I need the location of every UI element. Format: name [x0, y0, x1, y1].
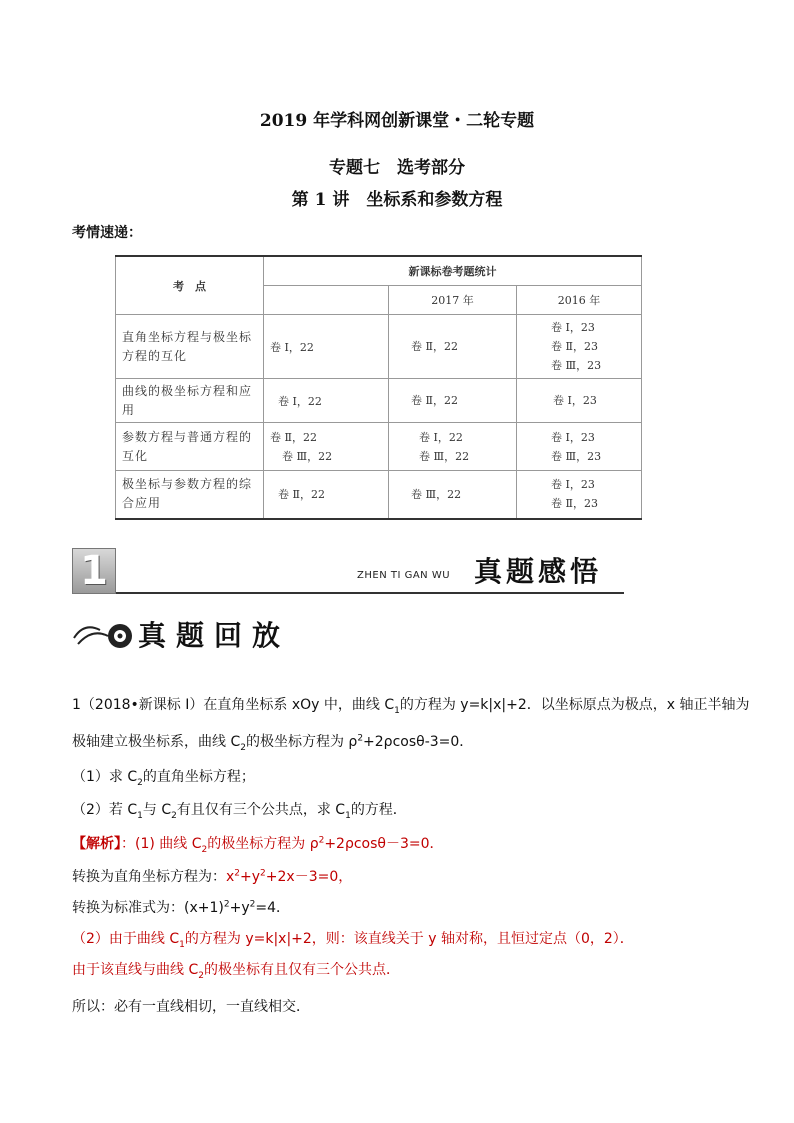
row-topic: 极坐标与参数方程的综合应用: [116, 471, 264, 519]
kaoqing-label: 考情速递：: [72, 225, 142, 241]
section-banner: [72, 548, 624, 596]
table-row: [116, 379, 642, 423]
row-cell-c: 卷 Ⅰ，23: [517, 379, 642, 423]
row-cell-a: 卷 Ⅱ，22: [264, 471, 389, 519]
header-blank: [264, 286, 389, 315]
row-topic: 直角坐标方程与极坐标方程的互化: [116, 315, 264, 379]
banner-divider: [116, 592, 624, 594]
row-cell-b: 卷 Ⅱ，22: [389, 315, 517, 379]
row-cell-a: 卷 Ⅱ，22 卷 Ⅲ，22: [264, 423, 389, 471]
table-row: [116, 423, 642, 471]
header-topic: 考 点: [116, 256, 264, 315]
question-2: （2）若 $C_1$与 $C_2$有且仅有三个公共点，求 $C_1$的方程．: [72, 802, 407, 821]
header-2016: 2016 年: [517, 286, 642, 315]
row-cell-b: 卷 Ⅱ，22: [389, 379, 517, 423]
table-row: [116, 315, 642, 379]
problem-stem-line1: 1（2018•新课标 Ⅰ）在直角坐标系 xOy 中，曲线 $C_1$的方程为 y=k|x|+2．以坐标原点为极点，x 轴正半轴为: [72, 697, 750, 716]
row-cell-c: 卷 Ⅰ，23 卷 Ⅲ，23: [517, 423, 642, 471]
solution-line2: 转换为直角坐标方程为：$x^2+y^2+2x-3=0$，: [72, 868, 353, 885]
row-cell-c: 卷 Ⅰ，23 卷 Ⅱ，23: [517, 471, 642, 519]
problem-stem-line2: 极轴建立极坐标系，曲线 $C_2$的极坐标方程为 $\rho^2+2\rho\cos\theta-3=0$．: [72, 733, 474, 753]
section-pinyin: ZHEN TI GAN WU: [357, 570, 451, 581]
lecture-title: 第 1 讲 坐标系和参数方程: [291, 190, 503, 210]
solution-line1: 【解析】：(1) 曲线 $C_2$的极坐标方程为 $\rho^2+2\rho\cos\theta-3=0$．: [72, 835, 444, 855]
solution-line4: （2）由于曲线 $C_1$的方程为 y=k|x|+2，则：该直线关于 y 轴对称，且恒过定点（0，2）．: [72, 931, 634, 950]
row-cell-c: 卷 Ⅰ，23 卷 Ⅱ，23 卷 Ⅲ，23: [517, 315, 642, 379]
row-cell-a: 卷 Ⅰ，22: [264, 379, 389, 423]
row-cell-b: 卷 Ⅲ，22: [389, 471, 517, 519]
header-stats: 新课标卷考题统计: [264, 256, 642, 286]
sub-banner-title: 真题回放: [138, 619, 291, 652]
doc-title: 2019 年学科网创新课堂・二轮专题: [259, 111, 535, 131]
row-topic: 参数方程与普通方程的互化: [116, 423, 264, 471]
topic-title: 专题七 选考部分: [329, 158, 465, 178]
solution-line3: 转换为标准式为：$(x+1)^2+y^2=4$．: [72, 899, 290, 916]
solution-line5: 由于该直线与曲线 $C_2$的极坐标有且仅有三个公共点．: [72, 962, 400, 981]
exam-stats-table: [115, 255, 642, 520]
solution-label: 【解析】: [72, 836, 121, 852]
row-cell-a: 卷 Ⅰ，22: [264, 315, 389, 379]
solution-line6: 所以：必有一直线相切，一直线相交．: [72, 999, 310, 1015]
sub-banner: [70, 610, 330, 654]
section-title: 真题感悟: [474, 555, 603, 588]
header-2017: 2017 年: [389, 286, 517, 315]
row-cell-b: 卷 Ⅰ，22 卷 Ⅲ，22: [389, 423, 517, 471]
row-topic: 曲线的极坐标方程和应用: [116, 379, 264, 423]
swirl-icon: [70, 616, 136, 652]
table-row: [116, 471, 642, 519]
section-number: 1: [72, 548, 116, 594]
question-1: （1）求 $C_2$的直角坐标方程；: [72, 769, 255, 788]
